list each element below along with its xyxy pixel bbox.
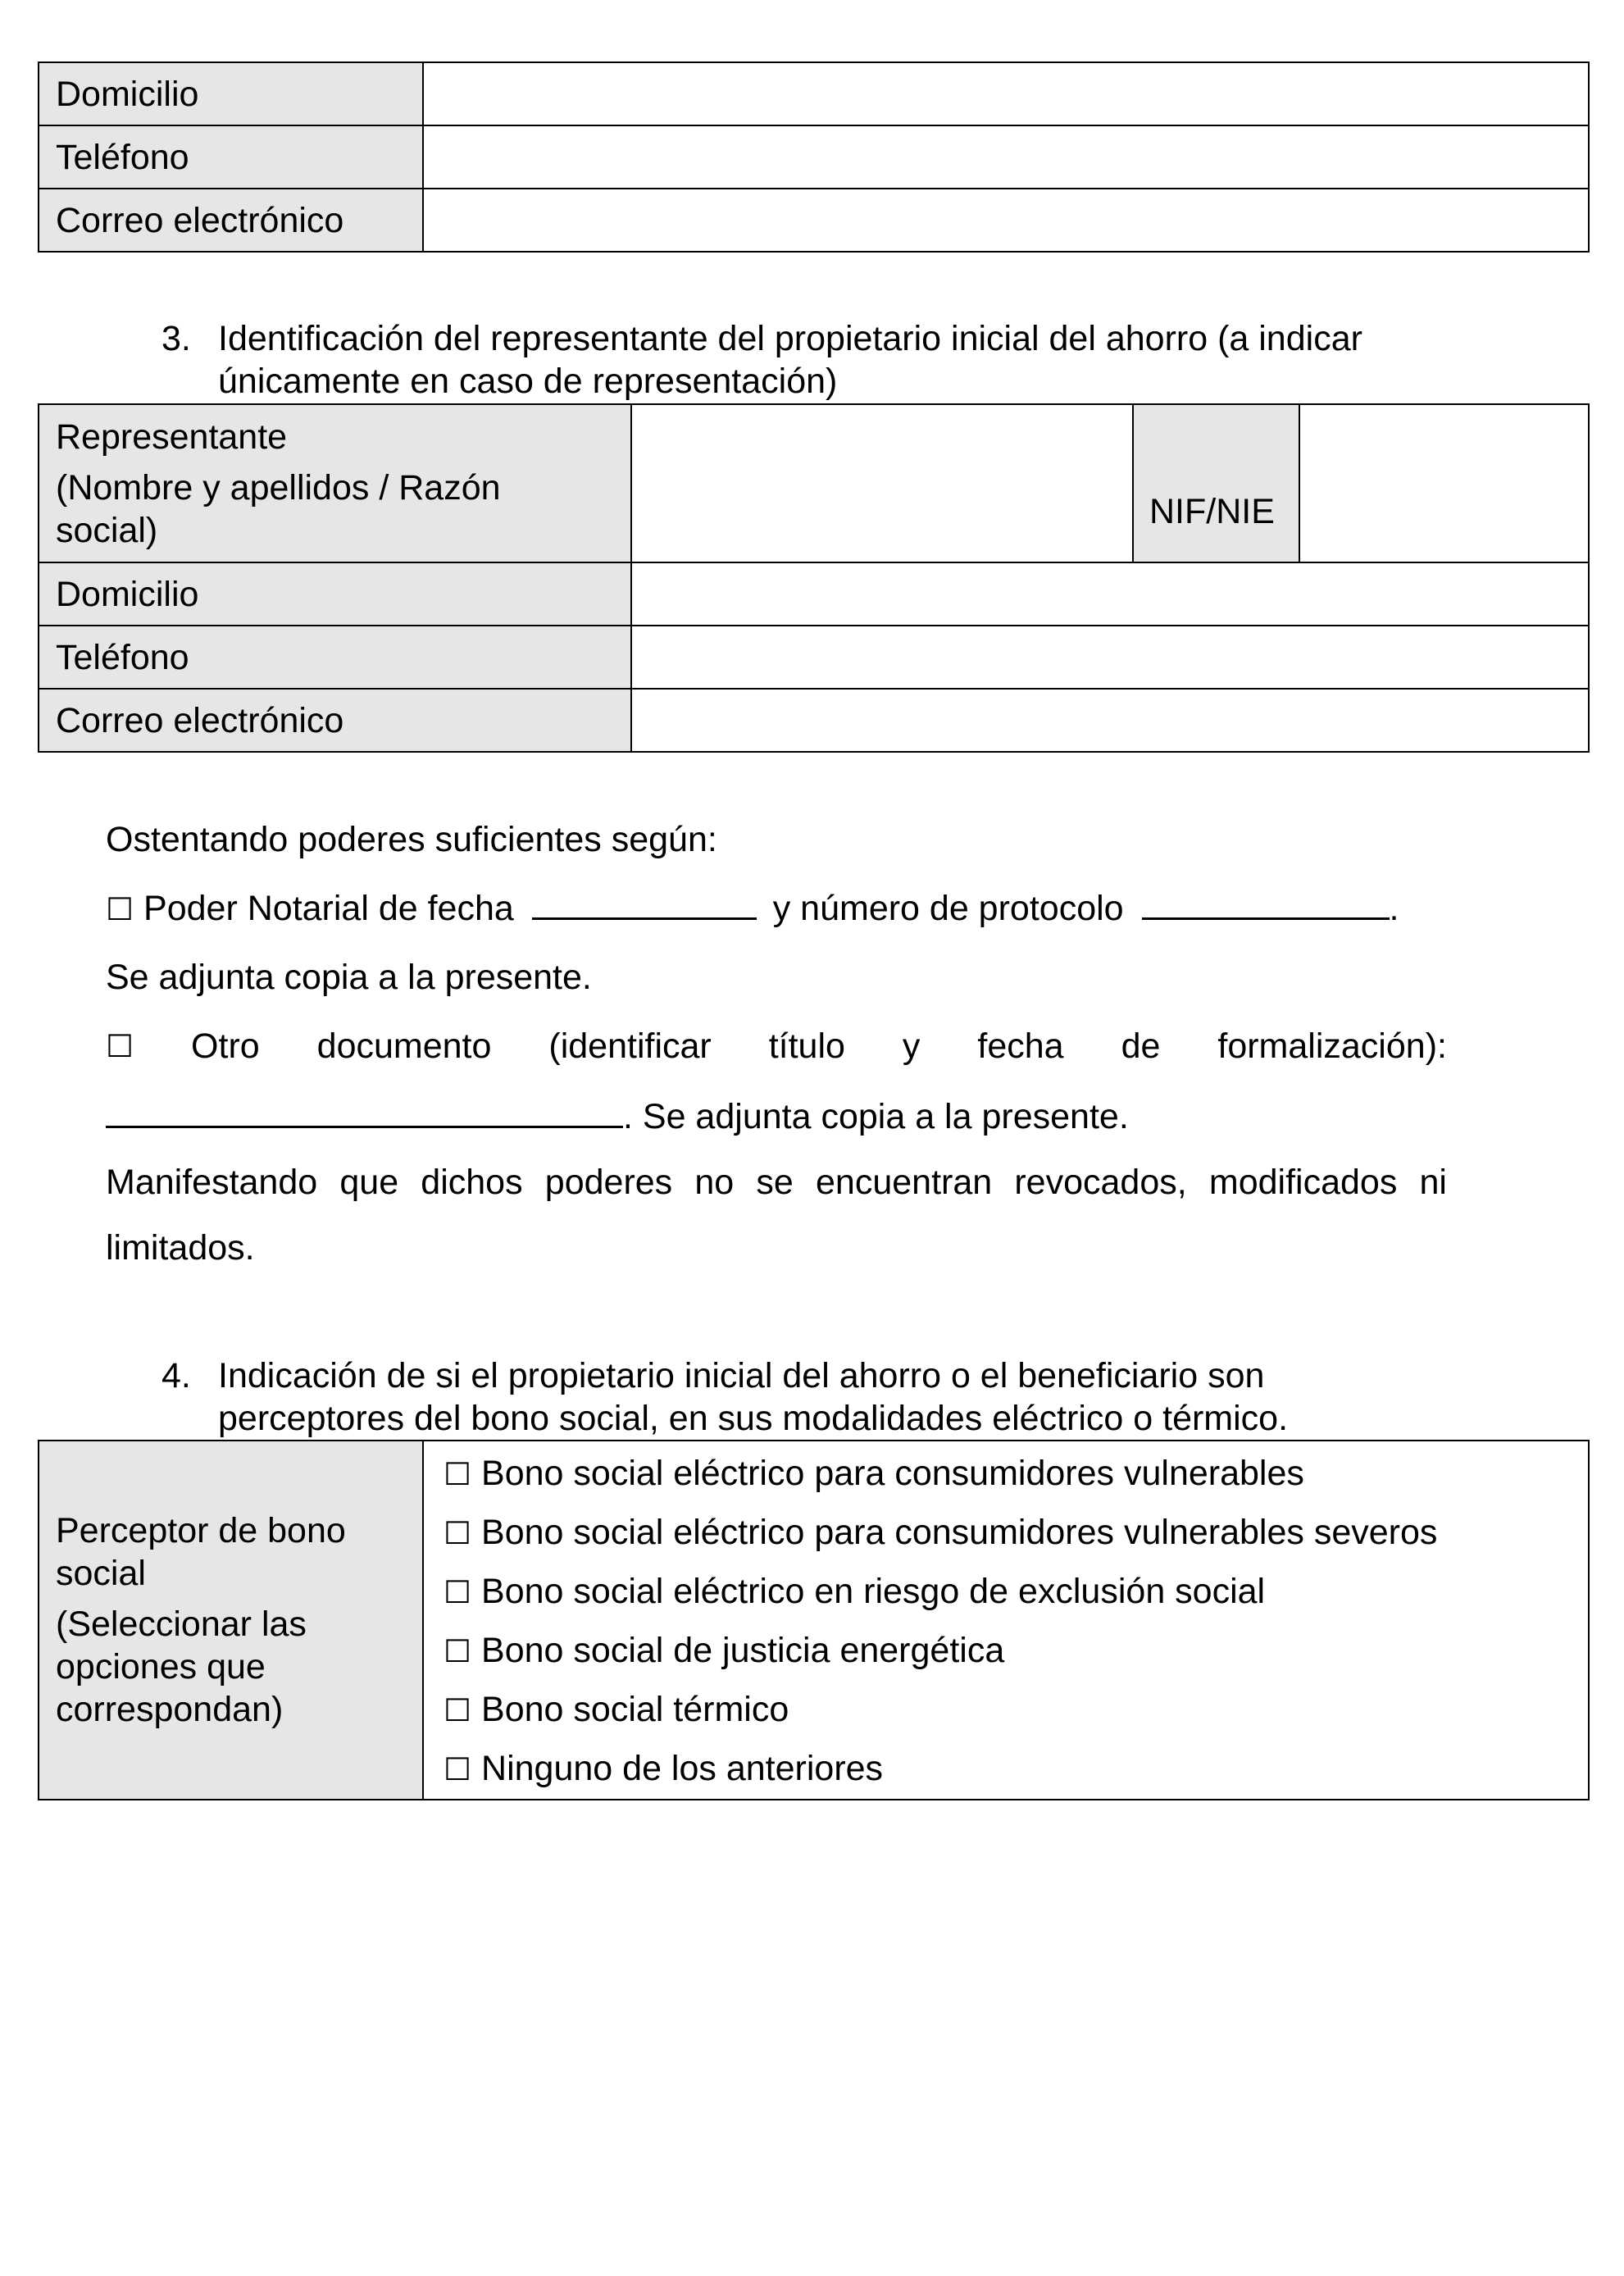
option-termico-text: Bono social térmico	[481, 1690, 789, 1729]
powers-intro: Ostentando poderes suficientes según:	[106, 820, 717, 859]
copy-attached-1: Se adjunta copia a la presente.	[106, 958, 592, 997]
section3-title-line1: Identificación del representante del propietario inicial del ahorro (a indicar	[218, 319, 1362, 358]
checkbox-vulnerables-severos[interactable]: ☐	[444, 1515, 472, 1551]
bono-option-vulnerables[interactable]	[444, 1445, 1588, 1504]
rep-email-field[interactable]	[631, 689, 1589, 752]
other-word5: y	[902, 1026, 921, 1066]
section3-number: 3.	[161, 319, 191, 358]
other-word7: de	[1121, 1026, 1161, 1066]
checkbox-justicia[interactable]: ☐	[444, 1633, 472, 1669]
other-word6: fecha	[977, 1026, 1064, 1066]
other-word3: (identificar	[548, 1026, 712, 1066]
section3-title-line2: únicamente en caso de representación)	[218, 362, 838, 401]
bono-option-justicia[interactable]	[444, 1622, 1588, 1681]
representante-field[interactable]	[631, 404, 1133, 562]
section4-number: 4.	[161, 1356, 191, 1395]
rep-domicilio-field[interactable]	[631, 562, 1589, 626]
other-word4: título	[768, 1026, 845, 1066]
notarial-checkbox[interactable]: ☐	[106, 891, 134, 927]
other-word1: Otro	[191, 1026, 260, 1066]
telefono-field[interactable]	[423, 125, 1589, 189]
option-exclusion-text: Bono social eléctrico en riesgo de exclusión social	[481, 1572, 1266, 1611]
rep-telefono-label: Teléfono	[39, 626, 631, 689]
telefono-label: Teléfono	[39, 125, 423, 189]
statement-line2: limitados.	[106, 1228, 255, 1268]
perceptor-label-line5: correspondan)	[56, 1690, 284, 1729]
option-ninguno-text: Ninguno de los anteriores	[481, 1749, 884, 1788]
domicilio-field[interactable]	[423, 62, 1589, 125]
section4-heading	[161, 1354, 1490, 1440]
other-document-blank[interactable]	[106, 1096, 623, 1128]
representative-table	[38, 403, 1590, 753]
social-bonus-table	[38, 1440, 1590, 1800]
bono-option-vulnerables-severos[interactable]	[444, 1504, 1588, 1563]
bono-option-exclusion[interactable]	[444, 1563, 1588, 1622]
option-vulnerables-text: Bono social eléctrico para consumidores vulnerables	[481, 1454, 1304, 1493]
option-justicia-text: Bono social de justicia energética	[481, 1631, 1005, 1670]
perceptor-label-line3: (Seleccionar las	[56, 1605, 307, 1644]
other-document-line	[106, 1025, 1447, 1067]
section3-heading	[161, 317, 1473, 403]
nif-field[interactable]	[1299, 404, 1589, 562]
option-vulnerables-severos-text: Bono social eléctrico para consumidores vulnerables severos	[481, 1513, 1438, 1552]
representante-label-line3: social)	[56, 510, 158, 550]
protocol-number-blank[interactable]	[1142, 888, 1390, 920]
checkbox-exclusion[interactable]: ☐	[444, 1574, 472, 1610]
notarial-text2: y número de protocolo	[772, 889, 1124, 928]
other-word2: documento	[316, 1026, 492, 1066]
other-word8: formalización):	[1217, 1026, 1447, 1066]
rep-email-label: Correo electrónico	[39, 689, 631, 752]
perceptor-label	[39, 1441, 423, 1800]
other-checkbox[interactable]: ☐	[106, 1028, 134, 1064]
perceptor-label-line1: Perceptor de bono	[56, 1511, 346, 1550]
notarial-end: .	[1389, 889, 1399, 928]
other-copy-attached: . Se adjunta copia a la presente.	[623, 1097, 1129, 1136]
checkbox-termico[interactable]: ☐	[444, 1692, 472, 1728]
checkbox-vulnerables[interactable]: ☐	[444, 1456, 472, 1492]
domicilio-label: Domicilio	[39, 62, 423, 125]
bono-option-termico[interactable]	[444, 1681, 1588, 1740]
section4-title-line1: Indicación de si el propietario inicial del ahorro o el beneficiario son	[218, 1356, 1265, 1395]
bono-options-cell	[423, 1441, 1589, 1800]
representante-label-line2: (Nombre y apellidos / Razón	[56, 467, 501, 508]
checkbox-ninguno[interactable]: ☐	[444, 1751, 472, 1787]
perceptor-label-line2: social	[56, 1554, 146, 1593]
statement-line1: Manifestando que dichos poderes no se encuentran revocados, modificados ni	[106, 1163, 1447, 1202]
notarial-text1: Poder Notarial de fecha	[143, 889, 514, 928]
perceptor-label-line4: opciones que	[56, 1647, 266, 1687]
bono-option-ninguno[interactable]	[444, 1740, 1588, 1799]
email-label: Correo electrónico	[39, 189, 423, 252]
representante-label	[39, 404, 631, 562]
other-document-blank-line	[106, 1095, 1447, 1138]
email-field[interactable]	[423, 189, 1589, 252]
notarial-date-blank[interactable]	[532, 888, 757, 920]
representante-label-line1: Representante	[56, 417, 288, 457]
nif-label-text: NIF/NIE	[1149, 491, 1275, 531]
section4-title-line2: perceptores del bono social, en sus modalidades eléctrico o térmico.	[218, 1399, 1289, 1438]
contact-table	[38, 61, 1590, 253]
rep-domicilio-label: Domicilio	[39, 562, 631, 626]
notarial-line	[106, 887, 1447, 931]
rep-telefono-field[interactable]	[631, 626, 1589, 689]
nif-label	[1133, 404, 1299, 562]
